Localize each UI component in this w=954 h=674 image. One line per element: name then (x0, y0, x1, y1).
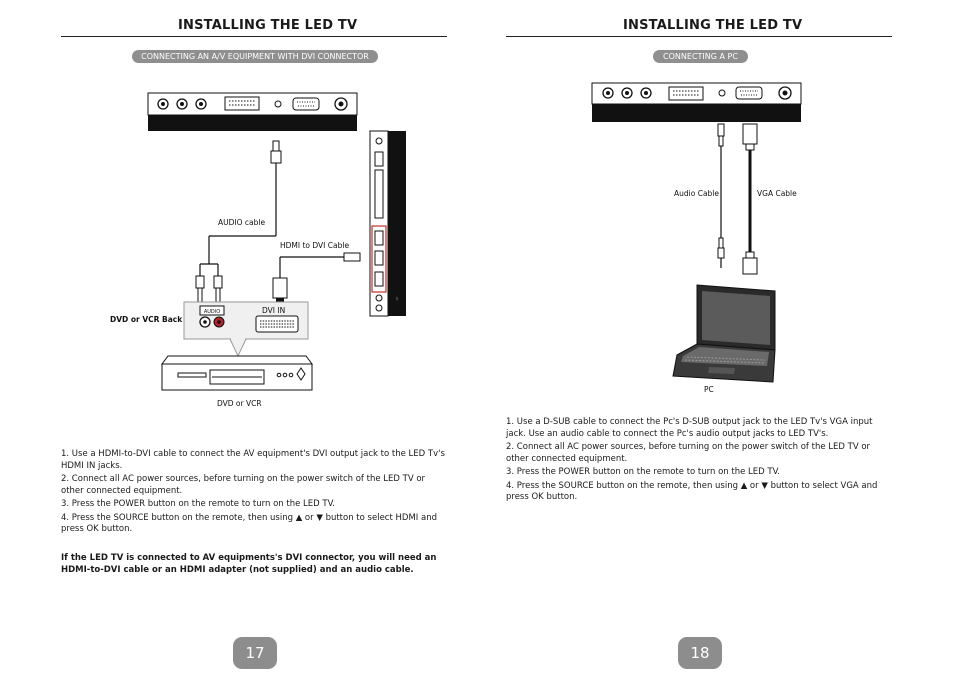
step-2: 2. Connect all AC power sources, before turning on the power switch of the LED TV or other connected equipment. (61, 474, 426, 496)
audio-cable-label: AUDIO cable (218, 218, 266, 227)
instruction-steps (506, 417, 892, 506)
device-back-panel (110, 302, 308, 356)
step-1: 1. Use a HDMI-to-DVI cable to connect the AV equipment's DVI output jack to the LED Tv's HDMI IN jacks. (61, 449, 445, 471)
svg-text:⏚: ⏚ (395, 296, 399, 301)
tv-rear-panel (592, 83, 801, 122)
instruction-steps (61, 449, 447, 538)
hdmi-dvi-cable-label: HDMI to DVI Cable (280, 241, 350, 250)
step-4: 4. Press the SOURCE button on the remote, then using ▲ or ▼ button to select VGA and press OK button. (506, 480, 878, 502)
page-title: INSTALLING THE LED TV (178, 18, 358, 33)
dvi-in-label: DVI IN (262, 306, 286, 315)
step-1: 1. Use a D-SUB cable to connect the Pc's D-SUB output jack to the LED Tv's VGA input jack. Use an audio cable to connect the Pc's audio output jacks to LED TV's. (506, 417, 873, 439)
pc-label: PC (704, 385, 714, 394)
hdmi-dvi-cable (273, 241, 360, 302)
audio-cable (196, 141, 281, 302)
device-label: DVD or VCR (217, 399, 262, 408)
step-4: 4. Press the SOURCE button on the remote, then using ▲ or ▼ button to select HDMI and press OK button. (61, 512, 437, 534)
audio-port-label: AUDIO (203, 309, 221, 315)
vga-cable (743, 124, 797, 274)
section-label: CONNECTING AN A/V EQUIPMENT WITH DVI CONNECTOR (132, 50, 378, 63)
pc-connection-diagram (477, 0, 954, 410)
device-back-label: DVD or VCR Back (110, 315, 183, 324)
dvi-note: If the LED TV is connected to AV equipments's DVI connector, you will need an HDMI-to-DVI cable or an HDMI adapter (not supplied) and an audio cable. (61, 553, 437, 575)
section-label: CONNECTING A PC (653, 50, 748, 63)
page-number: 17 (233, 637, 277, 669)
dvd-vcr-device (162, 356, 312, 408)
step-3: 3. Press the POWER button on the remote to turn on the LED TV. (61, 499, 335, 509)
page-title: INSTALLING THE LED TV (623, 18, 803, 33)
dvi-connection-diagram (0, 0, 477, 420)
tv-rear-panel (148, 93, 357, 131)
vga-cable-label: VGA Cable (757, 189, 797, 198)
step-3: 3. Press the POWER button on the remote to turn on the LED TV. (506, 467, 780, 477)
audio-cable-label: Audio Cable (674, 189, 719, 198)
page-number: 18 (678, 637, 722, 669)
tv-side-panel (370, 131, 406, 316)
pc-audio-cable (674, 124, 724, 268)
laptop-pc (673, 285, 775, 394)
step-2: 2. Connect all AC power sources, before turning on the power switch of the LED TV or other connected equipment. (506, 442, 871, 464)
page-18 (477, 0, 954, 674)
